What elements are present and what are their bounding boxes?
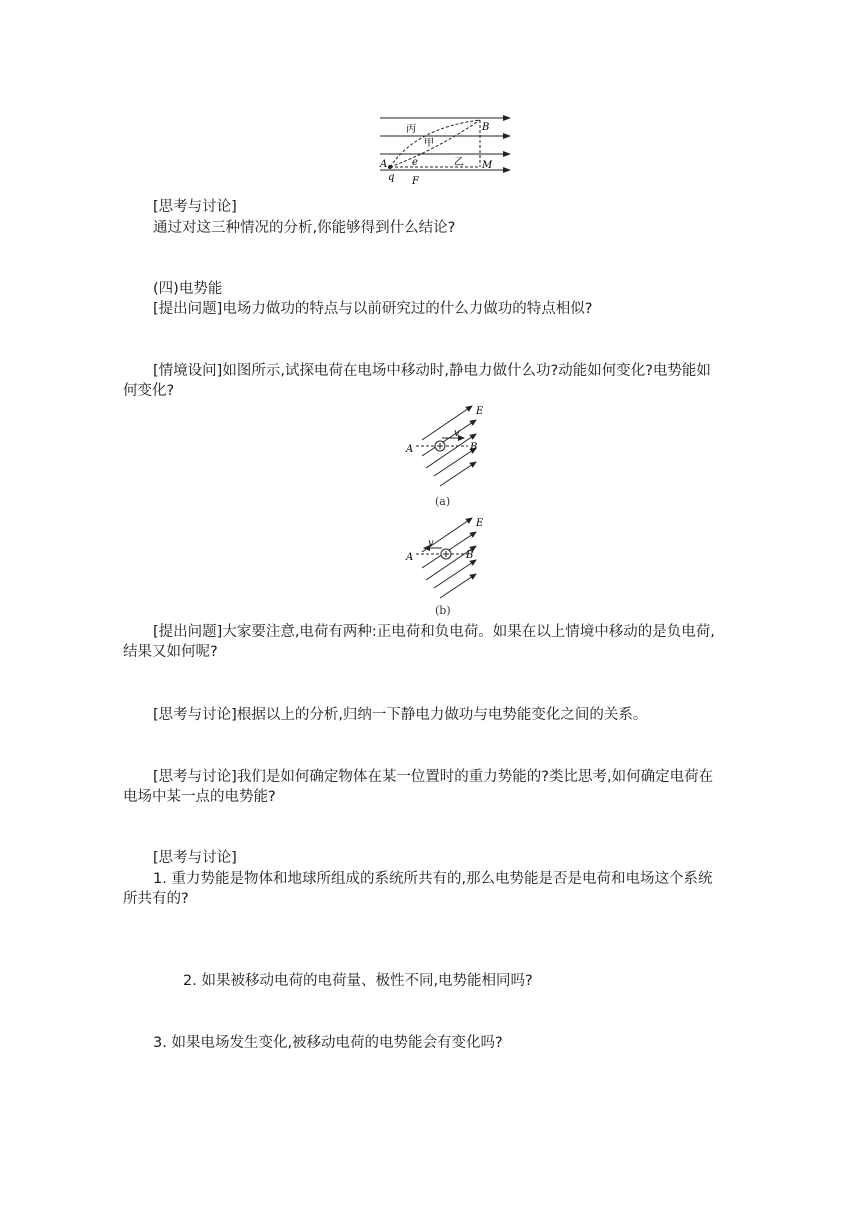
label-A-a: A (406, 444, 414, 455)
field-figure-b (402, 512, 492, 604)
section-title-potential-energy: (四)电势能 (153, 281, 223, 297)
label-E-a: E (476, 406, 484, 417)
discussion-heading-1: [思考与讨论] (153, 199, 237, 215)
label-yi: 乙 (454, 157, 464, 168)
determine-potential-energy-line1: [思考与讨论]我们是如何确定物体在某一位置时的重力势能的?类比思考,如何确定电荷在 (153, 769, 714, 785)
determine-potential-energy-line2: 电场中某一点的电势能? (123, 789, 276, 805)
label-B-a: B (470, 442, 478, 453)
field-figure-a (402, 400, 492, 492)
label-B: B (482, 122, 490, 133)
label-v-b: v (428, 538, 434, 549)
label-A-b: A (406, 552, 414, 563)
discussion-item-3: 3. 如果电场发生变化,被移动电荷的电势能会有变化吗? (153, 1035, 503, 1051)
label-F: F (412, 176, 419, 187)
label-v-a: v (454, 428, 460, 439)
scenario-question-line2: 何变化? (123, 383, 175, 399)
label-E-b: E (476, 518, 484, 529)
discussion-item-1-line1: 1. 重力势能是物体和地球所组成的系统所共有的,那么电势能是否是电荷和电场这个系统 (153, 871, 713, 887)
negative-charge-question-line2: 结果又如何呢? (123, 644, 218, 660)
label-e: e (412, 157, 418, 168)
label-A: A (380, 159, 388, 170)
negative-charge-question-line1: [提出问题]大家要注意,电荷有两种:正电荷和负电荷。如果在以上情境中移动的是负电荷, (153, 624, 715, 640)
label-jia: 甲 (424, 138, 434, 149)
discussion-item-1-line2: 所共有的? (123, 891, 189, 907)
discussion-question-1: 通过对这三种情况的分析,你能够得到什么结论? (153, 220, 456, 236)
caption-a: (a) (435, 495, 451, 508)
label-M: M (482, 160, 493, 171)
question-similar-force: [提出问题]电场力做功的特点与以前研究过的什么力做功的特点相似? (153, 301, 593, 317)
scenario-question-line1: [情境设问]如图所示,试探电荷在电场中移动时,静电力做什么功?动能如何变化?电势能如 (153, 363, 711, 379)
label-q: q (388, 172, 395, 183)
discussion-heading-2: [思考与讨论] (153, 850, 237, 866)
discussion-item-2: 2. 如果被移动电荷的电荷量、极性不同,电势能相同吗? (183, 973, 533, 989)
work-energy-relation-question: [思考与讨论]根据以上的分析,归纳一下静电力做功与电势能变化之间的关系。 (153, 707, 648, 723)
label-bing: 丙 (406, 124, 416, 135)
label-B-b: B (466, 550, 474, 561)
caption-b: (b) (435, 604, 451, 617)
field-paths-figure (376, 110, 516, 188)
